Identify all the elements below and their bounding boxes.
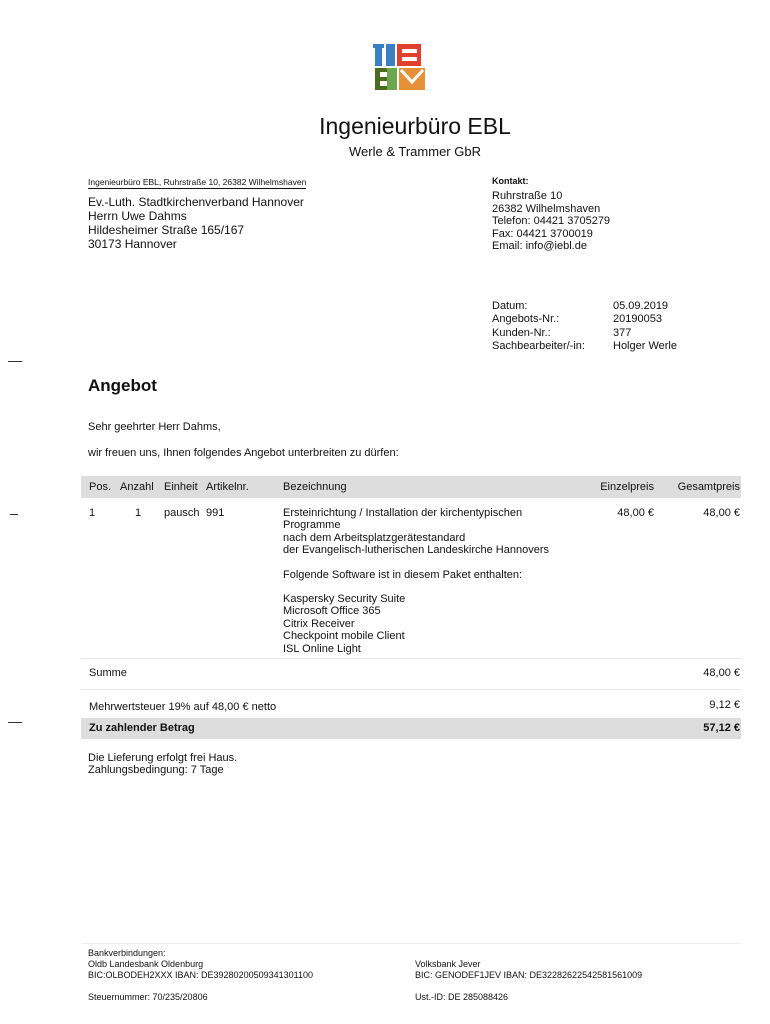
recipient-line: Herrn Uwe Dahms <box>88 209 187 223</box>
software-intro: Folgende Software ist in diesem Paket enthalten: <box>283 568 523 581</box>
meta-value: 20190053 <box>613 313 662 326</box>
sender-address-line: Ingenieurbüro EBL, Ruhrstraße 10, 26382 Wilhelmshaven <box>88 177 307 187</box>
software-item: Checkpoint mobile Client <box>283 630 405 643</box>
terms <box>88 752 237 777</box>
footer-bank-1 <box>88 948 313 981</box>
contact-heading: Kontakt: <box>492 176 529 186</box>
tax-number: Steuernummer: 70/235/20806 <box>88 992 208 1002</box>
software-item: ISL Online Light <box>283 642 361 655</box>
meta-value: 05.09.2019 <box>613 300 669 312</box>
recipient-line: Hildesheimer Straße 165/167 <box>88 223 245 237</box>
bank2-name: Volksbank Jever <box>415 959 481 969</box>
payment-terms: Zahlungsbedingung: 7 Tage <box>88 764 224 777</box>
vat-id: Ust.-ID: DE 285088426 <box>415 992 509 1002</box>
greeting: Sehr geehrter Herr Dahms, <box>88 421 221 433</box>
header-pos: Pos. <box>89 481 112 493</box>
meta-value: 377 <box>613 326 632 339</box>
vat-label: Mehrwertsteuer 19% auf 48,00 € netto <box>89 701 277 713</box>
document-meta <box>492 300 677 353</box>
bank-title: Bankverbindungen: <box>88 948 166 958</box>
bank2-details: BIC: GENODEF1JEV IBAN: DE32282622542581561009 <box>415 970 643 980</box>
meta-row-customer-number <box>492 327 677 340</box>
recipient-address <box>88 195 304 251</box>
meta-row-clerk <box>492 340 677 353</box>
contact-block <box>492 190 610 253</box>
bank1-details: BIC:OLBODEH2XXX IBAN: DE39280200509341301100 <box>88 970 313 980</box>
contact-fax: Fax: 04421 3700019 <box>492 227 593 240</box>
contact-city: 26382 Wilhelmshaven <box>492 202 601 215</box>
header-unit: Einheit <box>164 481 198 493</box>
bank1-name: Oldb Landesbank Oldenburg <box>88 959 204 969</box>
fold-mark-bottom <box>8 722 22 723</box>
meta-label: Sachbearbeiter/-in: <box>492 339 585 352</box>
footer-divider <box>81 943 741 944</box>
sum-label: Summe <box>89 667 127 679</box>
description-line: nach dem Arbeitsplatzgerätestandard <box>283 531 466 544</box>
item-article: 991 <box>206 507 225 519</box>
grand-total-label: Zu zahlender Betrag <box>89 722 195 734</box>
description-line: Ersteinrichtung / Installation der kirchentypischen <box>283 507 523 519</box>
meta-label: Datum: <box>492 300 528 312</box>
item-pos: 1 <box>89 507 96 519</box>
grand-total-value: 57,12 € <box>703 722 740 734</box>
fold-mark-top <box>8 361 22 362</box>
sum-value: 48,00 € <box>703 667 740 679</box>
software-item: Microsoft Office 365 <box>283 605 381 618</box>
company-subtitle: Werle & Trammer GbR <box>349 144 481 159</box>
document-title: Angebot <box>88 376 157 395</box>
software-item: Kaspersky Security Suite <box>283 593 406 606</box>
meta-label: Angebots-Nr.: <box>492 313 560 326</box>
header-unit-price: Einzelpreis <box>600 481 654 493</box>
header-article: Artikelnr. <box>206 481 249 493</box>
punch-mark <box>10 514 18 515</box>
item-unit-price: 48,00 € <box>617 507 654 519</box>
meta-value: Holger Werle <box>613 339 677 352</box>
contact-phone: Telefon: 04421 3705279 <box>492 215 611 228</box>
delivery-terms: Die Lieferung erfolgt frei Haus. <box>88 752 238 764</box>
vat-value: 9,12 € <box>709 699 740 711</box>
company-logo <box>373 42 429 92</box>
header-description: Bezeichnung <box>283 481 347 493</box>
item-total: 48,00 € <box>703 507 740 519</box>
meta-row-offer-number <box>492 313 677 326</box>
item-unit: pausch <box>164 507 200 519</box>
contact-email: Email: info@iebl.de <box>492 240 587 253</box>
description-line: Programme <box>283 519 341 532</box>
description-line: der Evangelisch-lutherischen Landeskirche Hannovers <box>283 544 549 557</box>
header-qty: Anzahl <box>120 481 154 493</box>
footer-bank-2 <box>415 959 642 981</box>
software-item: Citrix Receiver <box>283 617 355 630</box>
sum-divider <box>81 689 741 690</box>
table-divider <box>81 658 741 659</box>
item-qty: 1 <box>135 507 142 519</box>
header-total: Gesamtpreis <box>677 481 740 493</box>
intro-text: wir freuen uns, Ihnen folgendes Angebot unterbreiten zu dürfen: <box>88 447 399 459</box>
recipient-line: 30173 Hannover <box>88 237 177 251</box>
meta-row-date <box>492 300 677 313</box>
recipient-line: Ev.-Luth. Stadtkirchenverband Hannover <box>88 195 304 209</box>
item-description <box>283 507 549 655</box>
company-name: Ingenieurbüro EBL <box>319 113 511 139</box>
meta-label: Kunden-Nr.: <box>492 326 551 339</box>
contact-street: Ruhrstraße 10 <box>492 190 563 202</box>
